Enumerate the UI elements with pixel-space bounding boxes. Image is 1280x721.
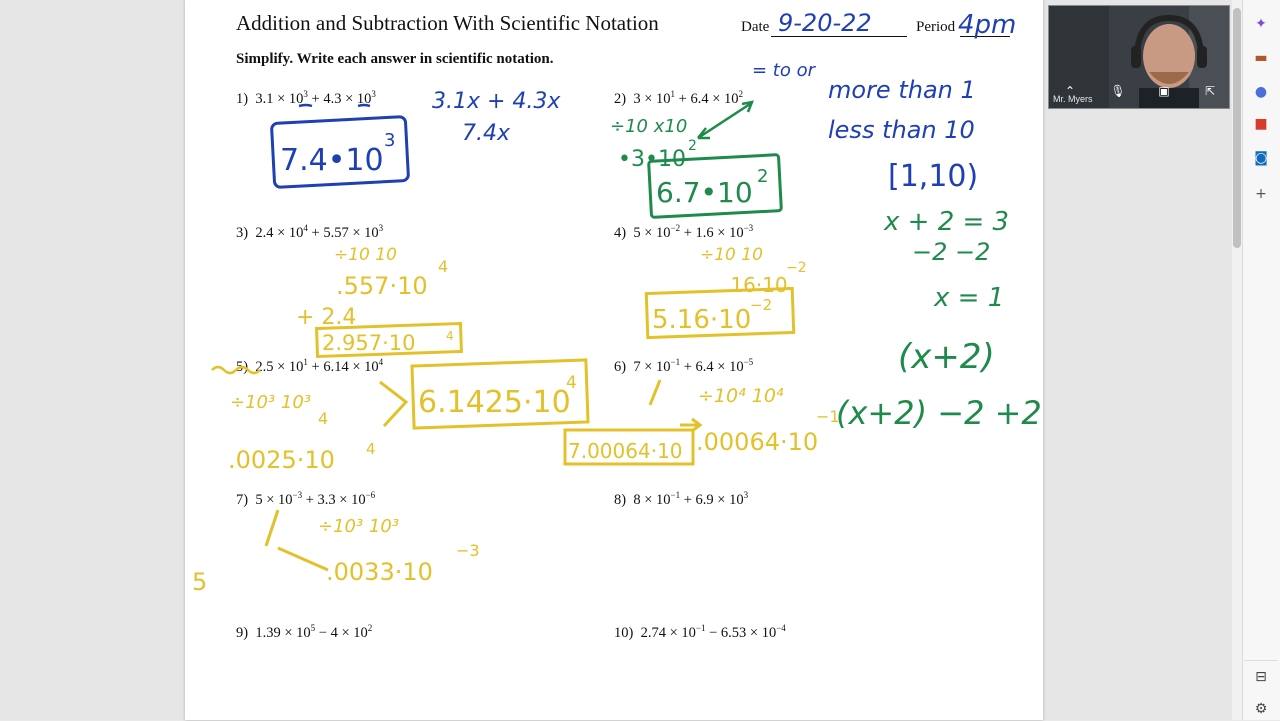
problem-9: 9) $1.39 \times 10^5 - 4 \times 10^2$ <box>236 623 373 641</box>
p2-ops: ÷10 x10 <box>610 116 688 137</box>
problem-6: 6) $7 \times 10^{-1} + 6.4 \times 10^{-5}$ <box>614 357 754 375</box>
handwritten-period: 4pm <box>958 10 1017 40</box>
problem-3: 3) $2.4 \times 10^4 + 5.57 \times 10^3$ <box>236 223 384 241</box>
p2-answer: 6.7•10 <box>656 176 753 209</box>
p4-answer-exp: −2 <box>750 296 773 314</box>
equation-2: −2 −2 <box>912 238 991 266</box>
persona-icon[interactable]: ● <box>1254 84 1268 100</box>
equation-5: (x+2) −2 +2 <box>836 394 1042 432</box>
p7-side-note: 5 <box>192 568 208 596</box>
p5-converted: .0025·10 <box>228 446 335 474</box>
problem-10: 10) $2.74 \times 10^{-1} - 6.53 \times 10^{-4}$ <box>614 623 786 641</box>
handwritten-date: 9-20-22 <box>778 9 872 37</box>
office-icon[interactable]: ■ <box>1254 116 1268 132</box>
p1-answer: 7.4•10 <box>280 143 384 178</box>
problem-8: 8) $8 \times 10^{-1} + 6.9 \times 10^3$ <box>614 490 749 508</box>
p7-converted-exp: −3 <box>456 541 480 560</box>
p6-converted: .00064·10 <box>696 428 819 456</box>
p3-answer: 2.957·10 <box>322 331 416 355</box>
problem-1: 1) $3.1 \times 10^3 + 4.3 \times 10^3$ <box>236 89 376 107</box>
plus-icon[interactable]: + <box>1255 186 1267 202</box>
rule-more-than-1: more than 1 <box>828 76 976 104</box>
outlook-icon[interactable]: ◙ <box>1254 150 1268 166</box>
p4-converted: .16·10 <box>724 273 788 297</box>
webcam-video[interactable] <box>1048 5 1230 109</box>
p2-converted-exp: 2 <box>688 138 697 154</box>
interval-notation: [1,10) <box>888 159 979 194</box>
settings-icon[interactable]: ⚙ <box>1254 701 1268 717</box>
p6-converted-exp: −1 <box>816 407 840 426</box>
p1-work: 3.1x + 4.3x <box>432 89 561 114</box>
share-screen-icon[interactable]: ⇱ <box>1204 84 1216 98</box>
equation-4: (x+2) <box>898 337 995 377</box>
date-label: Date <box>741 19 770 35</box>
p5-answer-exp: 4 <box>566 373 577 393</box>
toolbox-icon[interactable]: ▬ <box>1254 50 1268 66</box>
date-line <box>771 36 907 37</box>
worksheet-title: Addition and Subtraction With Scientific Notation <box>236 11 659 35</box>
p3-converted-exp: 4 <box>438 257 449 276</box>
camera-icon[interactable]: ▣ <box>1158 84 1170 98</box>
p1-sum: 7.4x <box>462 121 511 146</box>
p7-converted: .0033·10 <box>326 558 433 586</box>
problem-7: 7) $5 \times 10^{-3} + 3.3 \times 10^{-6}$ <box>236 490 376 508</box>
p4-answer: 5.16·10 <box>652 305 752 335</box>
worksheet-page <box>185 0 1043 720</box>
p5-converted-exp: 4 <box>366 440 376 458</box>
p2-converted: •3•10 <box>618 147 686 172</box>
p5-ops: ÷10³ 10³ <box>230 392 312 413</box>
p3-answer-exp: 4 <box>446 329 454 343</box>
period-label: Period <box>916 19 956 35</box>
p6-answer: 7.00064·10 <box>568 439 683 463</box>
p4-ops: ÷10 10 <box>700 245 763 265</box>
sparkle-icon[interactable]: ✦ <box>1255 16 1267 32</box>
instructions: Simplify. Write each answer in scientific notation. <box>236 51 554 67</box>
p7-ops: ÷10³ 10³ <box>318 516 400 537</box>
period-line <box>960 36 1010 37</box>
rule-less-than-10: less than 10 <box>828 116 975 144</box>
scrollbar-thumb[interactable] <box>1233 8 1241 248</box>
p4-converted-exp: −2 <box>786 260 807 276</box>
p2-answer-exp: 2 <box>757 166 769 187</box>
microphone-icon[interactable]: 🎙 <box>1110 84 1126 98</box>
p6-ops: ÷10⁴ 10⁴ <box>698 385 784 407</box>
equation-1: x + 2 = 3 <box>884 207 1010 237</box>
problem-5: 5) $2.5 \times 10^1 + 6.14 \times 10^4$ <box>236 357 384 375</box>
note-aside: = to or <box>752 60 816 81</box>
p3-ops: ÷10 10 <box>334 245 397 265</box>
p5-exp: 4 <box>318 409 329 428</box>
sidebar-icon[interactable]: ⊟ <box>1255 669 1267 685</box>
participant-name: Mr. Myers <box>1053 94 1093 104</box>
p1-answer-exp: 3 <box>384 130 396 151</box>
equation-3: x = 1 <box>934 283 1005 313</box>
browser-side-rail <box>1242 0 1280 720</box>
p3-add: + 2.4 <box>296 305 357 330</box>
chevron-up-icon[interactable]: ⌃ <box>1064 84 1076 98</box>
p3-converted: .557·10 <box>336 272 428 300</box>
problem-4: 4) $5 \times 10^{-2} + 1.6 \times 10^{-3}$ <box>614 223 754 241</box>
rail-divider <box>1244 660 1278 661</box>
problem-2: 2) $3 \times 10^1 + 6.4 \times 10^2$ <box>614 89 744 107</box>
p5-answer: 6.1425·10 <box>418 385 571 420</box>
